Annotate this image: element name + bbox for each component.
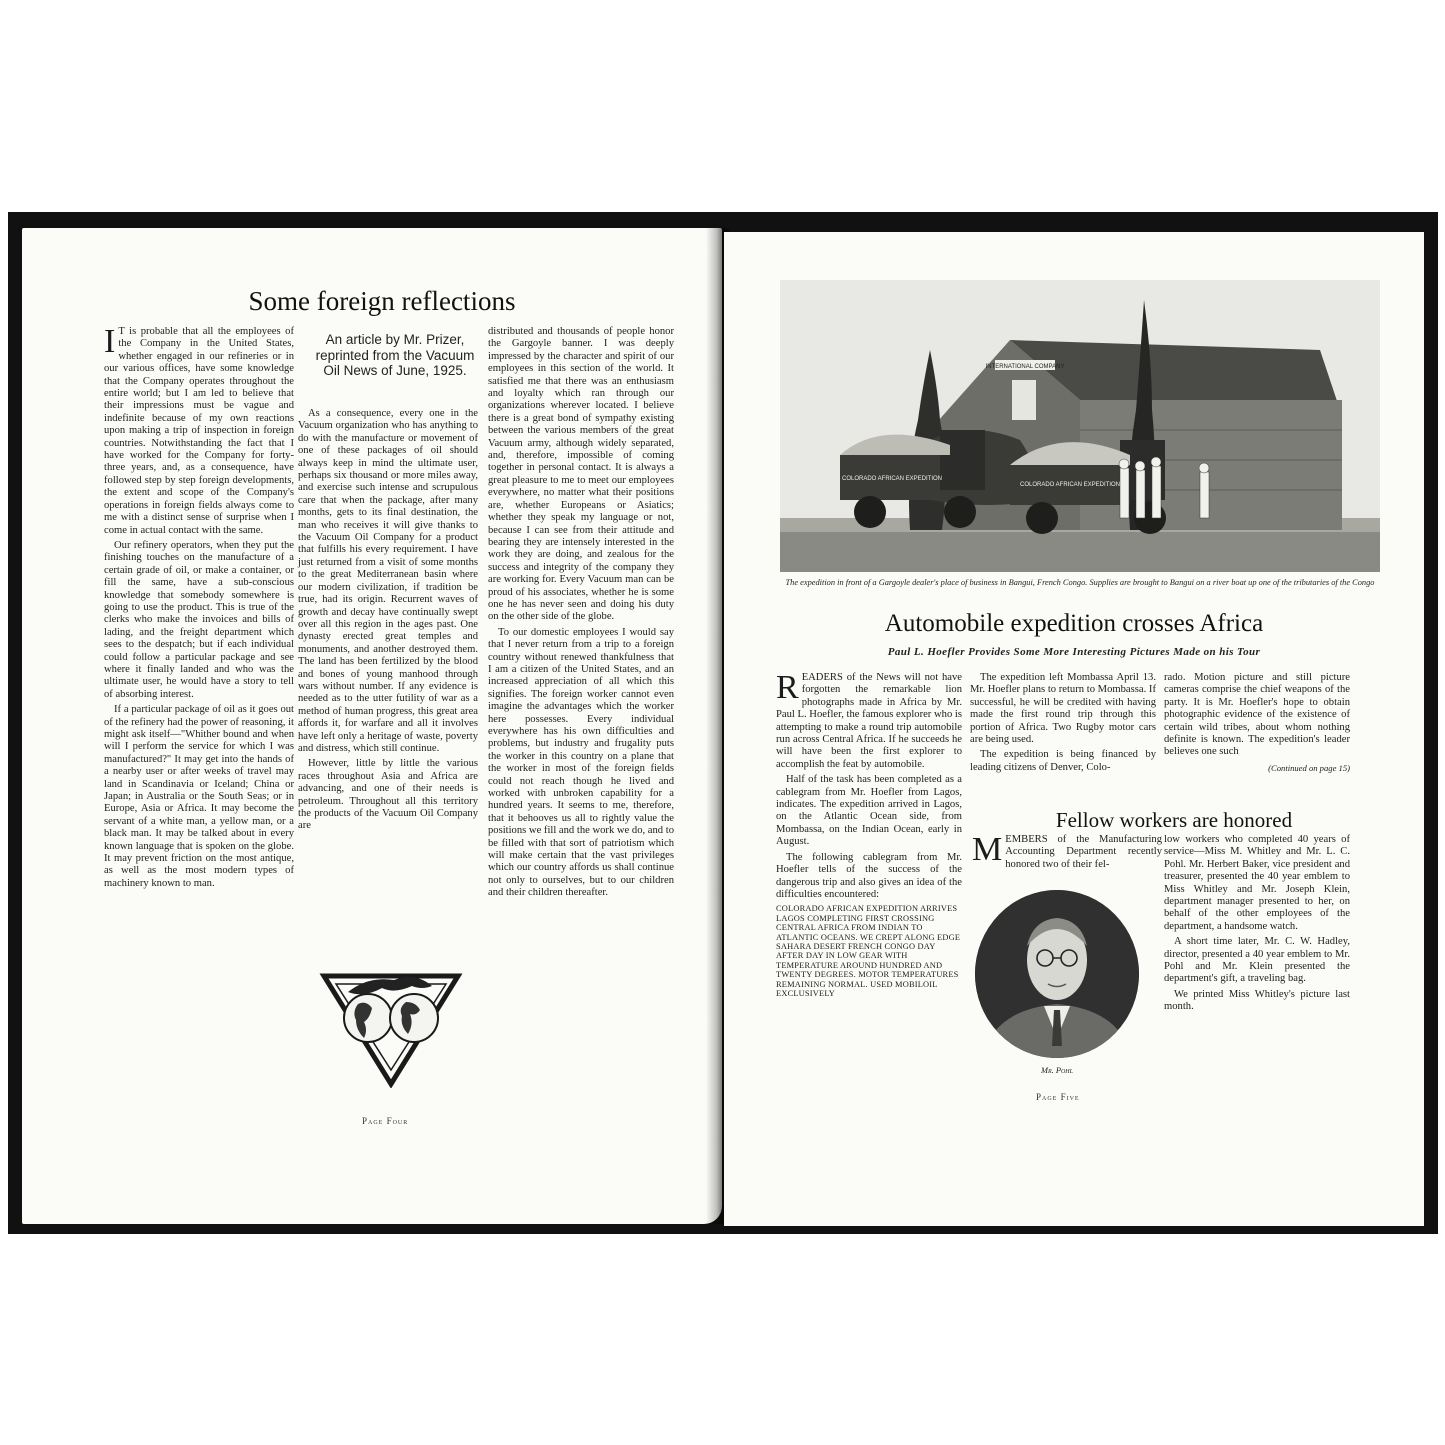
globe-east-icon <box>390 994 438 1042</box>
expedition-article-title: Automobile expedition crosses Africa <box>884 610 1264 637</box>
right-page <box>724 232 1424 1226</box>
portrait-caption: Mr. Pohl <box>1041 1066 1073 1075</box>
paragraph: distributed and thousands of people honor the Gargoyle banner. I was deeply impressed by the character and spirit of our employees in this section of the world. It satisfied me that there was an enthusiasm and loyalty which ran through our organizations wherever located. I believe there is a great bond of sympathy existing between the various members of the great Vacuum army, although widely separated, and, therefore, impossible of coming together in personal contact. It is always a great pleasure to me to meet our employees everywhere, no matter what their positions are, whether Europeans or Asiatics; whether they speak my language or not, because I can see from their attitude and bearing they are intensely interested in the work they are doing, and zealous for the success and integrity of the company they are working for. Every Vacuum man can be proud of his associates, whether he is some one he has never seen and doing his duty on the other side of the globe. <box>488 326 674 623</box>
left-column-1 <box>104 323 294 893</box>
cablegram-text: COLORADO AFRICAN EXPEDITION ARRIVES LAGOS COMPLETING FIRST CROSSING CENTRAL AFRICA FROM INDIAN TO ATLANTIC OCEANS. WE CREPT ALONG EDGE SAHARA DESERT FRENCH CONGO DAY AFTER DAY IN LOW GEAR WITH TEMPERATURE AROUND HUNDRED AND TWENTY DEGREES. MOTOR TEMPERATURES REMAINING NORMAL. USED MOBILOIL EXCLUSIVELY <box>776 904 961 998</box>
left-column-3 <box>488 326 674 903</box>
paragraph: We printed Miss Whitley's picture last month. <box>1164 988 1350 1013</box>
left-column-2 <box>298 408 478 836</box>
emblem-triangle <box>324 976 458 1084</box>
truck2-sign: COLORADO AFRICAN EXPEDITION <box>1019 482 1121 488</box>
fellow-right-column <box>1164 834 1350 1017</box>
expedition-subtitle: Paul L. Hoefler Provides Some More Interesting Pictures Made on his Tour <box>887 646 1261 658</box>
paragraph: EADERS of the News will not have forgotten the remarkable lion photographs made in Africa by Mr. Paul L. Hoefler, the famous explorer who is attempting to make a round trip automobile run across Central Africa. If he succeeds he will have been the first explorer to accomplish the feat by automobile. <box>776 672 962 770</box>
expedition-photo <box>780 280 1380 572</box>
paragraph: T is probable that all the employees of the Company in the United States, whether engaged in our refineries or in our various offices, have some knowledge that the Company operates throughout the entire world; but I am led to believe that their impressions must be vague and indefinite because of my own reactions upon making a trip of inspection in foreign countries. Notwithstanding the fact that I have worked for the Company for forty-three years, and, as a consequence, have followed step by step foreign developments, the extent and scope of the Company's operations in foreign fields always come to me with a distinct sense of surprise when I come in actual contact with the same. <box>104 326 294 536</box>
left-article-title: Some foreign reflections <box>248 286 516 316</box>
expedition-column-1 <box>776 669 962 998</box>
paragraph: low workers who completed 40 years of service—Miss M. Whitley and Mr. L. C. Pohl. Mr. Herbert Baker, vice president and treasurer, presented the 40 year emblem to Miss Whitley and Mr. Joseph Klein, department manager presented to her, on behalf of the other employees of the department, a handsome watch. <box>1164 834 1350 932</box>
continued-note: (Continued on page 15) <box>1268 762 1350 773</box>
paragraph: The following cablegram from Mr. Hoefler tells of the success of the dangerous trip and also gives an idea of the difficulties encountered: <box>776 851 962 900</box>
truck1-sign: COLORADO AFRICAN EXPEDITION <box>841 476 943 482</box>
paragraph: To our domestic employees I would say that I never return from a trip to a foreign country without renewed thankfulness that I am a citizen of the United States, and an increased appreciation of all which this signifies. The foreign worker cannot even imagine the advantages which the worker here possesses. Every individual everywhere has his own difficulties and problems, but industry and frugality puts the worker in this country on a plane that the worker in most of the foreign fields could not reach though he lived and worked with unbroken capability for a hundred years. It seems to me, therefore, that it behooves us all to rightly value the positions we fill and the work we do, and to be filled with that sort of patriotism which will make certain that the vast privileges which our country affords us shall continue not only to ourselves, but to our children and their children thereafter. <box>488 626 674 899</box>
paragraph: The expedition is being financed by leading citizens of Denver, Colo- <box>970 749 1156 773</box>
dropcap-i: I <box>104 323 116 360</box>
fellow-intro <box>972 831 1162 874</box>
door-poster <box>1012 380 1036 420</box>
expedition-column-3 <box>1164 672 1350 774</box>
paragraph: Half of the task has been completed as a cablegram from Mr. Hoefler from Lagos, indicates. The expedition arrived in Lagos, on the Atlantic Ocean side, from Mombassa, on the Indian Ocean, early in August. <box>776 774 962 848</box>
roof-sign: INTERNATIONAL COMPANY <box>985 364 1065 370</box>
paragraph: rado. Motion picture and still picture cameras comprise the chief weapons of the party. It is Mr. Hoefler's hope to obtain photographic evidence of the existence of certain wild tribes, about whom nothing definite is known. The expedition's leader believes one such <box>1164 672 1350 758</box>
paragraph: EMBERS of the Manufacturing Accounting Department recently honored two of their fel- <box>1005 834 1162 870</box>
portrait-mr-pohl <box>972 888 1142 1060</box>
paragraph: A short time later, Mr. C. W. Hadley, director, presented a 40 year emblem to Mr. Pohl and Mr. Klein presented the department's gift, a traveling bag. <box>1164 936 1350 985</box>
page-number-four: Page Four <box>362 1116 409 1126</box>
left-page <box>22 228 722 1224</box>
paragraph: However, little by little the various races throughout Asia and Africa are advancing, and one of their needs is petroleum. Throughout all this territory the products of the Vacuum Oil Company are <box>298 758 478 832</box>
gargoyle-creature-icon <box>348 977 432 994</box>
photo-caption: The expedition in front of a Gargoyle dealer's place of business in Bangui, French Congo. Supplies are brought to Bangui on a river boat up one of the tributaries of the Congo <box>785 578 1375 587</box>
paragraph: If a particular package of oil as it goes out of the refinery had the power of reasoning, it might ask itself—"Whither bound and when will I perform the service for which I was manufactured?" It may get into the hands of a nearby user or after weeks of travel may land in Scandinavia or Iceland; China or Japan; in Australia or the South Seas; or in Europe, Asia or Africa. It may become the servant of a white man, a yellow man, or a black man. It may be talked about in every known language that is spoken on the globe. It may prevent friction on the most antique, as well as the most modern types of machinery known to man. <box>104 704 294 889</box>
gargoyle-emblem <box>318 966 464 1088</box>
fellow-workers-title: Fellow workers are honored <box>1055 808 1293 832</box>
expedition-column-2 <box>970 672 1156 777</box>
paragraph: The expedition left Mombassa April 13. Mr. Hoefler plans to return to Mombassa. If successful, he will be credited with having made the first round trip through this portion of Africa. Two Rugby motor cars are being used. <box>970 672 1156 746</box>
dropcap-r: R <box>776 669 799 706</box>
page-number-five: Page Five <box>1036 1092 1080 1102</box>
pull-quote: An article by Mr. Prizer, reprinted from the Vacuum Oil News of June, 1925. <box>315 332 475 378</box>
paragraph: As a consequence, every one in the Vacuum organization who has anything to do with the manufacture or movement of one of these packages of oil should always keep in mind the ultimate user, perhaps six thousand or more miles away, and exercise such intense and scrupulous care that when the package, after many months, gets to its final destination, the man who receives it will give thanks to the Vacuum Oil Company for a product that fulfills his every requirement. I have just returned from a visit of some months to the great Mediterranean basin where our modern civilization, if tradition be true, had its origin. Recurrent waves of growth and decay have continually swept over all this region in the ages past. One dynasty erected great temples and monuments, and another destroyed them. The land has been fertilized by the blood and bones of young manhood through wars without number. If any evidence is needed as to the utter futility of war as a method of human progress, this great area affords it, for warfare and all it involves have left only a heritage of waste, poverty and distress, which still continue. <box>298 408 478 754</box>
paragraph: Our refinery operators, when they put the finishing touches on the manufacture of a certain grade of oil, or make a container, or fill the same, have a sub-conscious knowledge that somebody somewhere is going to use the product. This is true of the clerks who make the invoices and bills of lading, and the freight department which sees to the despatch; but if each individual could follow a particular package and see where it finally landed and who was the ultimate user, he would have a story to tell of absorbing interest. <box>104 539 294 700</box>
dropcap-m: M <box>972 831 1003 868</box>
